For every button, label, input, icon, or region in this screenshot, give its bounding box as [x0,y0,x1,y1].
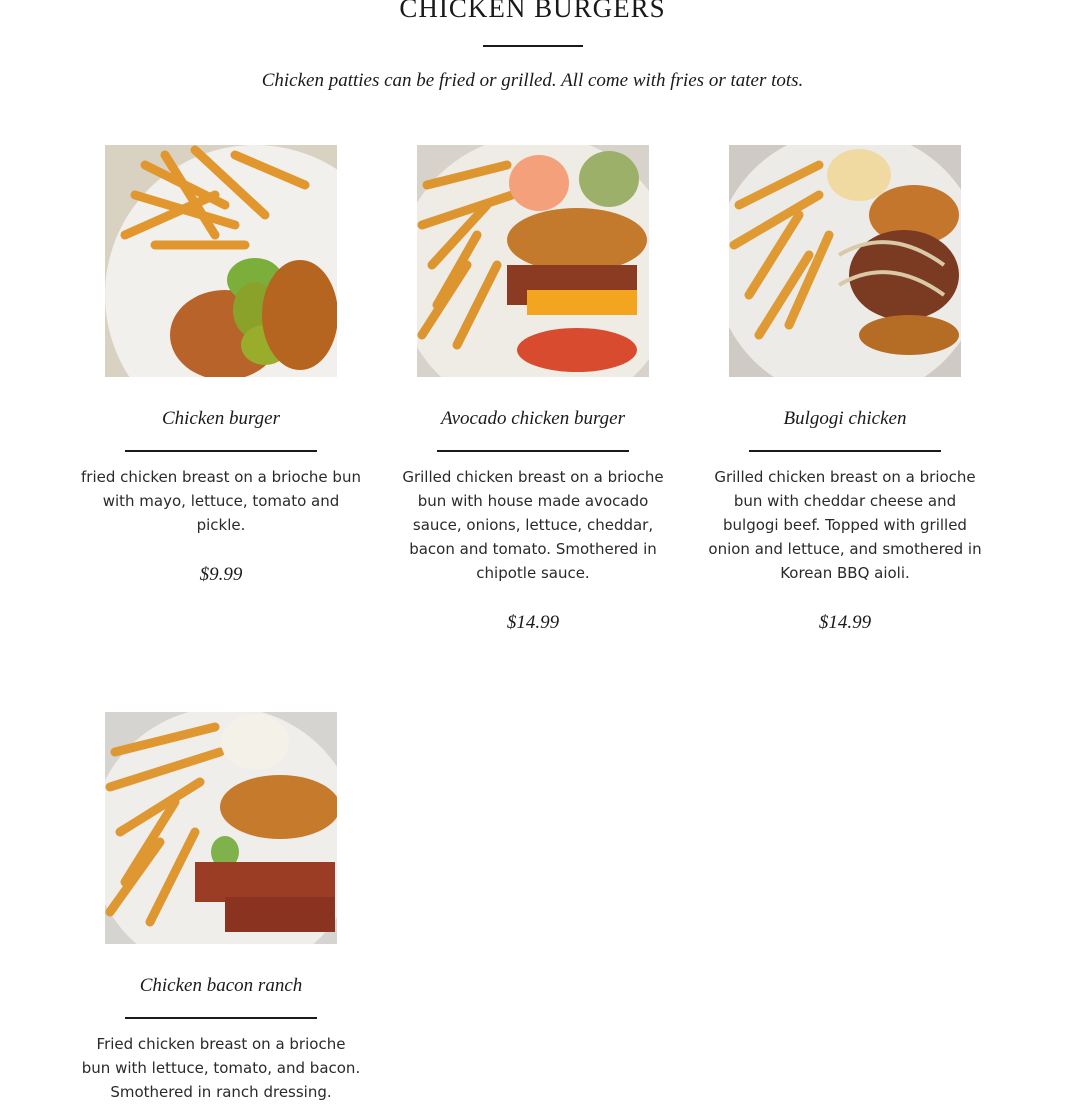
chicken-burger-photo[interactable] [105,145,337,377]
item-divider [125,450,317,452]
item-name: Chicken burger [161,408,281,429]
item-divider [125,1017,317,1019]
item-name: Chicken bacon ranch [139,975,303,996]
item-price: $9.99 [199,564,243,585]
avocado-chicken-burger-photo[interactable] [417,145,649,377]
item-price: $14.99 [506,612,560,633]
bulgogi-chicken-photo[interactable] [729,145,961,377]
section-title: CHICKEN BURGERS [399,0,666,23]
item-description: Fried chicken breast on a brioche bun with lettuce, tomato, and bacon. Smothered in ranch dressing. [81,1035,361,1101]
item-name: Avocado chicken burger [441,408,625,429]
chicken-bacon-ranch-photo[interactable] [105,712,337,944]
item-price: $14.99 [818,612,872,633]
item-name: Bulgogi chicken [783,408,907,429]
section-subtitle: Chicken patties can be fried or grilled. All come with fries or tater tots. [261,70,804,91]
item-divider [749,450,941,452]
title-divider [483,45,583,47]
item-description: fried chicken breast on a brioche bun with mayo, lettuce, tomato and pickle. [81,468,361,534]
item-description: Grilled chicken breast on a brioche bun with house made avocado sauce, onions, lettuce, cheddar, bacon and tomato. Smothered in chipotle sauce. [402,468,664,582]
item-description: Grilled chicken breast on a brioche bun with cheddar cheese and bulgogi beef. Topped with grilled onion and lettuce, and smothered in Korean BBQ aioli. [708,468,982,582]
item-divider [437,450,629,452]
